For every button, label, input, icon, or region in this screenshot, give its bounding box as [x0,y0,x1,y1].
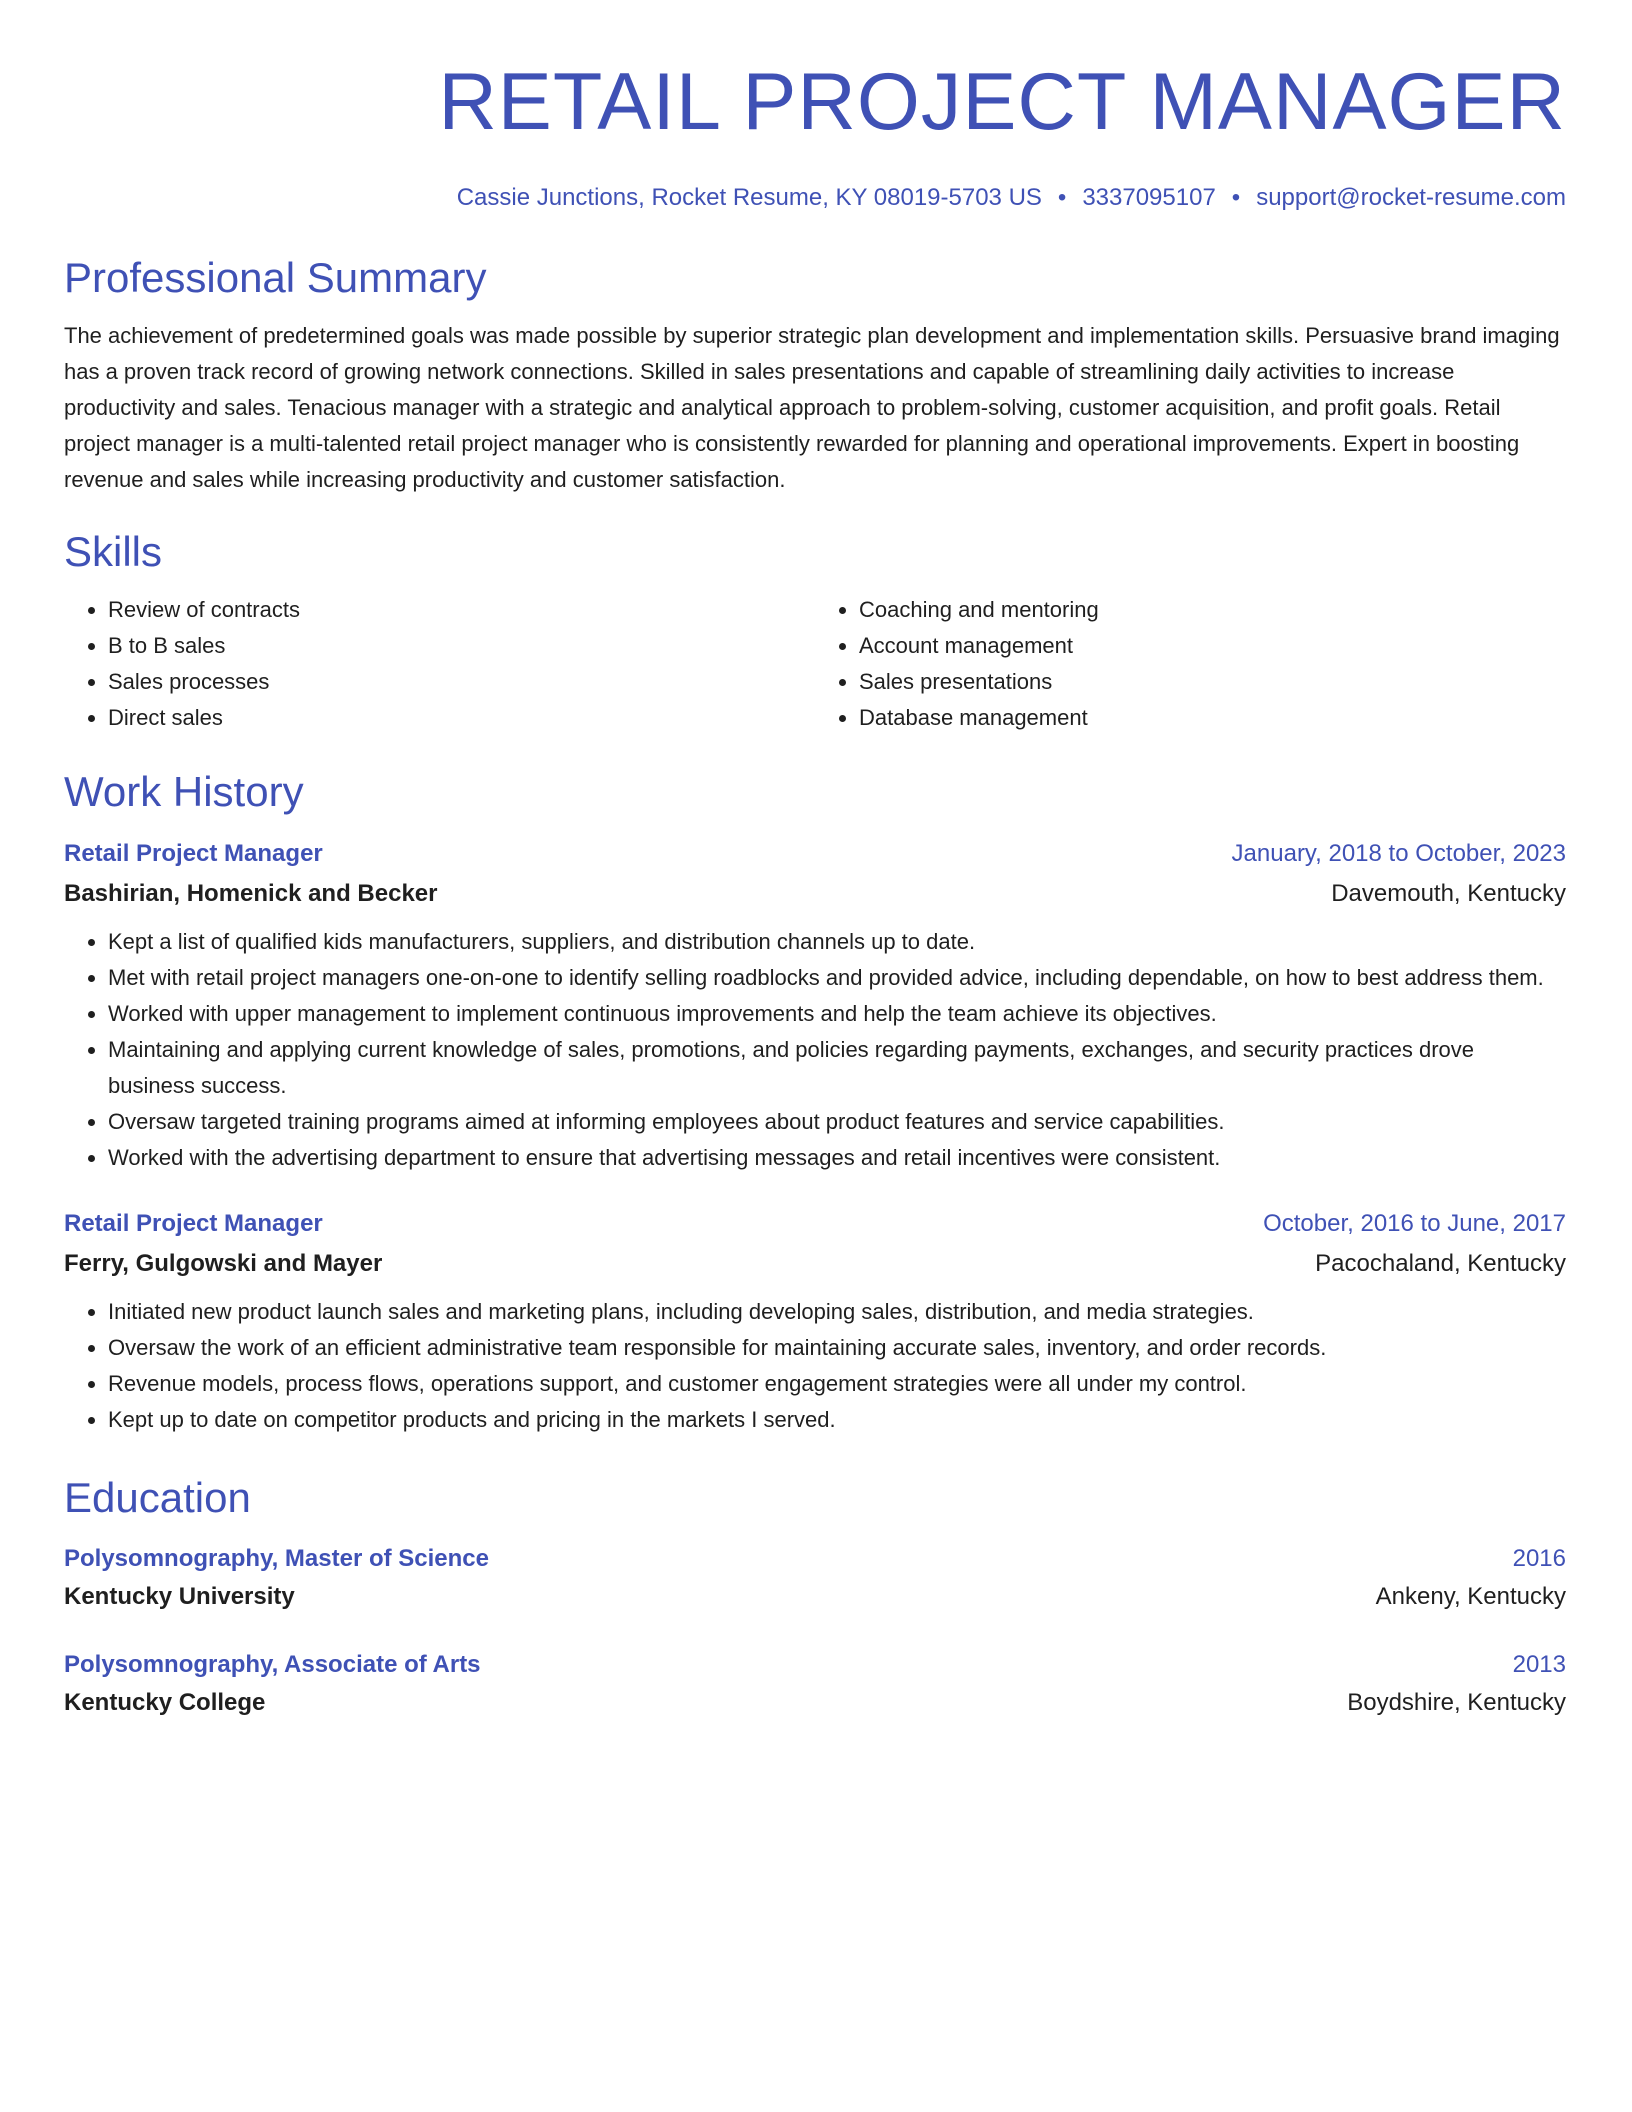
skills-column-left [64,592,815,736]
education-location: Boydshire, Kentucky [1347,1689,1566,1716]
education-location: Ankeny, Kentucky [1375,1583,1566,1610]
education-header-row [64,1540,1566,1578]
education-school: Kentucky College [64,1689,266,1716]
job-company-row [64,874,1566,914]
skill-item: • B to B sales [108,628,815,664]
job-entry [64,1204,1566,1438]
job-bullets [64,924,1566,1176]
job-entry [64,834,1566,1176]
skill-item: • Review of contracts [108,592,815,628]
job-bullets [64,1294,1566,1438]
contact-email[interactable]: support@rocket-resume.com [1256,184,1566,211]
job-bullet: • Worked with upper management to implement continuous improvements and help the team achieve its objectives. [108,996,1566,1032]
work-history-heading: Work History [64,768,304,815]
job-bullet: • Kept up to date on competitor products and pricing in the markets I served. [108,1402,1566,1438]
job-title: Retail Project Manager [64,1210,323,1237]
skill-item: • Coaching and mentoring [859,592,1566,628]
education-year: 2016 [1512,1545,1566,1572]
job-bullet: • Worked with the advertising department to ensure that advertising messages and retail incentives were consistent. [108,1140,1566,1176]
education-degree: Polysomnography, Master of Science [64,1545,490,1572]
education-school: Kentucky University [64,1583,295,1610]
education-school-row [64,1684,1566,1722]
summary-heading: Professional Summary [64,254,487,301]
skill-item: • Account management [859,628,1566,664]
skills-list [64,592,1566,736]
education-degree: Polysomnography, Associate of Arts [64,1651,481,1678]
job-bullet: • Kept a list of qualified kids manufacturers, suppliers, and distribution channels up to date. [108,924,1566,960]
skill-item: • Direct sales [108,700,815,736]
job-bullet: • Oversaw targeted training programs aimed at informing employees about product features and service capabilities. [108,1104,1566,1140]
contact-separator: • [1057,184,1067,211]
summary-text: The achievement of predetermined goals was made possible by superior strategic plan development and implementation skills. Persuasive brand imaging has a proven track record of growing network connections. Skilled in sales presentations and capable of streamlining daily activities to increase productivity and sales. Tenacious manager with a strategic and analytical approach to problem-solving, customer acquisition, and profit goals. Retail project manager is a multi-talented retail project manager who is consistently rewarded for planning and operational improvements. Expert in boosting revenue and sales while increasing productivity and customer satisfaction. [64,323,1560,492]
skills-column-right [815,592,1566,736]
resume-title: RETAIL PROJECT MANAGER [438,57,1566,147]
education-heading: Education [64,1474,251,1521]
job-dates: January, 2018 to October, 2023 [1231,840,1566,867]
contact-separator: • [1231,184,1241,211]
skills-heading: Skills [64,528,163,575]
education-entry [64,1540,1566,1616]
job-header-row [64,1204,1566,1244]
job-header-row [64,834,1566,874]
job-location: Pacochaland, Kentucky [1315,1250,1566,1277]
contact-line [64,182,1566,214]
job-location: Davemouth, Kentucky [1331,880,1566,907]
job-bullet: • Oversaw the work of an efficient administrative team responsible for maintaining accurate sales, inventory, and order records. [108,1330,1566,1366]
education-school-row [64,1578,1566,1616]
skill-item: • Sales presentations [859,664,1566,700]
education-header-row [64,1646,1566,1684]
contact-phone: 3337095107 [1082,184,1216,211]
job-bullet: • Maintaining and applying current knowledge of sales, promotions, and policies regarding payments, exchanges, and security practices drove business success. [108,1032,1566,1104]
job-bullet: • Met with retail project managers one-on-one to identify selling roadblocks and provided advice, including dependable, on how to best address them. [108,960,1566,996]
contact-address: Cassie Junctions, Rocket Resume, KY 08019-5703 US [456,184,1042,211]
skill-item: • Sales processes [108,664,815,700]
job-company-row [64,1244,1566,1284]
job-bullet: • Revenue models, process flows, operations support, and customer engagement strategies were all under my control. [108,1366,1566,1402]
job-title: Retail Project Manager [64,840,323,867]
resume-page [64,0,1566,1722]
job-dates: October, 2016 to June, 2017 [1263,1210,1566,1237]
skill-item: • Database management [859,700,1566,736]
education-entry [64,1646,1566,1722]
job-bullet: • Initiated new product launch sales and marketing plans, including developing sales, distribution, and media strategies. [108,1294,1566,1330]
job-company: Ferry, Gulgowski and Mayer [64,1250,383,1277]
job-company: Bashirian, Homenick and Becker [64,880,438,907]
education-year: 2013 [1512,1651,1566,1678]
